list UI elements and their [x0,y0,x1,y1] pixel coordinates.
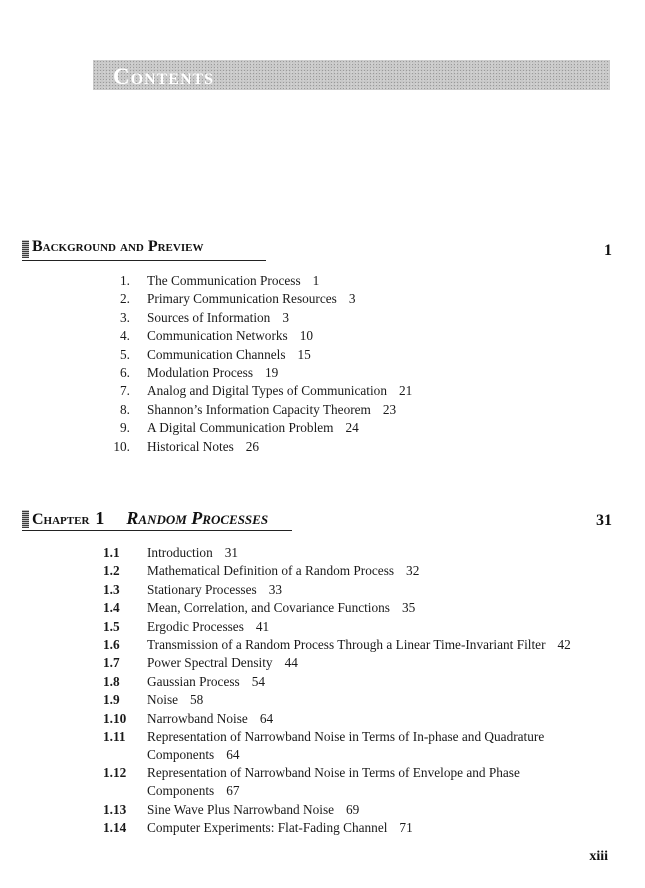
toc-entry-text [147,364,278,382]
toc-entry-number: 1.7 [103,655,120,671]
toc-entry-number: 7. [120,383,130,399]
toc-entry-number: 1.1 [103,545,120,560]
toc-entry-text [147,654,298,672]
toc-entry-number: 2. [120,291,130,307]
toc-entry-title: Noise [147,692,179,708]
toc-entry-number: 1.9 [103,692,120,708]
toc-entry-text [147,290,355,308]
toc-entry-text [147,327,313,345]
toc-entry [0,764,645,800]
toc-entry-text [147,618,269,636]
toc-entry-page: 69 [346,801,360,817]
toc-entry-number: 1.5 [103,618,120,634]
toc-entry-continuation-text: Components [147,783,215,799]
section-marker [22,510,29,528]
preview-title: Background and Preview [32,238,204,255]
toc-entry [0,618,645,636]
toc-entry-number: 5. [120,346,130,362]
toc-entry-number: 10. [113,438,130,454]
toc-entry-number: 1. [120,273,130,288]
toc-entry-number: 1.3 [103,581,120,597]
toc-entry-page: 15 [297,346,311,362]
toc-entry [0,438,645,456]
toc-entry-page: 23 [382,401,397,417]
toc-entry [0,364,645,382]
toc-entry-title: Mathematical Definition of a Random Process [147,563,395,579]
preview-toc [0,272,645,456]
toc-entry-number: 1.2 [103,563,120,579]
toc-entry-title: Stationary Processes [147,581,257,597]
toc-entry-page: 67 [226,783,240,799]
section-marker [22,240,29,258]
toc-entry-title: Shannon’s Information Capacity Theorem [147,401,371,417]
footer-page-number: xiii [589,849,608,864]
toc-entry-title: The Communication Process [147,273,301,288]
toc-entry [0,327,645,345]
toc-entry [0,382,645,400]
toc-entry [0,544,645,562]
preview-heading [22,238,612,262]
toc-entry [0,401,645,419]
toc-entry-text [147,728,544,764]
toc-entry-text [147,272,319,290]
toc-entry [0,654,645,672]
toc-entry [0,636,645,654]
toc-entry-title: Computer Experiments: Flat-Fading Channel [147,820,388,836]
toc-entry-page: 33 [268,581,282,597]
toc-entry-number: 1.13 [103,801,127,817]
toc-entry-text [147,673,265,691]
toc-entry-page: 71 [399,820,413,836]
toc-entry-page: 32 [406,563,420,579]
toc-entry-number: 8. [120,401,130,417]
toc-entry-number: 4. [120,328,130,344]
toc-entry-number: 1.8 [103,673,120,689]
toc-entry [0,728,645,764]
toc-entry-page: 26 [245,438,260,454]
toc-entry-title: Historical Notes [147,438,234,454]
toc-entry-text [147,401,396,419]
toc-entry-title: Ergodic Processes [147,618,244,634]
toc-entry-title: Sine Wave Plus Narrowband Noise [147,801,335,817]
heading-rule [22,260,266,261]
toc-entry-title: Analog and Digital Types of Communication [147,383,387,399]
toc-entry-number: 1.6 [103,636,120,652]
toc-entry-number: 1.10 [103,710,127,726]
toc-entry [0,419,645,437]
chapter-title-line [32,508,268,529]
toc-entry [0,581,645,599]
toc-entry-text [147,382,412,400]
toc-entry-text [147,801,359,819]
toc-entry-title: A Digital Communication Problem [147,420,334,436]
toc-entry-text [147,544,238,562]
preview-page: 1 [604,242,612,259]
toc-entry [0,272,645,290]
toc-entry-page: 1 [312,273,320,288]
toc-entry-page: 44 [284,655,298,671]
toc-entry-page: 3 [348,291,356,307]
toc-entry [0,673,645,691]
toc-entry-page: 21 [398,383,413,399]
toc-entry-number: 3. [120,309,130,325]
toc-entry-text [147,710,273,728]
toc-entry-continuation [147,782,520,800]
toc-entry-number: 9. [120,420,130,436]
toc-entry-text [147,636,571,654]
chapter1-page: 31 [596,512,612,529]
toc-entry-title: Transmission of a Random Process Through a Linear Time-Invariant Filter [147,636,546,652]
toc-entry-page: 42 [557,636,571,652]
toc-entry-page: 19 [265,364,279,380]
toc-entry-page: 24 [345,420,359,436]
toc-entry-text [147,419,359,437]
toc-entry-title: Narrowband Noise [147,710,248,726]
toc-entry [0,290,645,308]
toc-entry-text [147,764,520,800]
heading-rule [22,530,292,531]
toc-entry-continuation [147,746,544,764]
toc-entry-text [147,346,311,364]
toc-entry-number: 1.4 [103,600,120,616]
toc-entry [0,801,645,819]
toc-entry-number: 1.11 [103,728,126,744]
toc-entry-title: Modulation Process [147,364,253,380]
toc-entry-title: Gaussian Process [147,673,240,689]
toc-entry [0,562,645,580]
toc-entry-number: 6. [120,364,130,380]
page-title: Contents [113,64,215,89]
toc-entry-text [147,581,282,599]
toc-entry-title: Introduction [147,545,213,560]
contents-banner [93,60,610,90]
toc-entry-page: 54 [251,673,265,689]
toc-entry-page: 64 [226,746,240,762]
toc-entry-title: Sources of Information [147,309,271,325]
toc-entry [0,819,645,837]
chapter-number: 1 [95,508,105,528]
chapter1-heading [22,508,612,532]
toc-entry-title: Primary Communication Resources [147,291,337,307]
toc-entry-title: Communication Networks [147,328,288,344]
toc-entry-page: 35 [401,600,416,616]
toc-entry-page: 3 [282,309,289,325]
toc-entry [0,599,645,617]
toc-entry-text [147,599,415,617]
toc-entry-text [147,309,289,327]
toc-entry-title: Representation of Narrowband Noise in Terms of In-phase and Quadrature [147,728,545,744]
toc-entry-title: Mean, Correlation, and Covariance Functions [147,600,390,616]
toc-entry [0,346,645,364]
chapter-name: Random Processes [126,508,269,528]
toc-entry-number: 1.14 [103,820,127,836]
toc-entry-title: Communication Channels [147,346,286,362]
toc-entry-text [147,438,259,456]
toc-entry-page: 41 [255,618,270,634]
toc-entry-title: Representation of Narrowband Noise in Terms of Envelope and Phase [147,765,520,781]
toc-entry [0,710,645,728]
toc-entry [0,309,645,327]
toc-entry-page: 31 [224,545,239,560]
toc-entry-continuation-text: Components [147,746,215,762]
toc-entry-page: 10 [299,328,314,344]
toc-entry-page: 64 [259,710,274,726]
toc-entry-text [147,562,419,580]
toc-entry-number: 1.12 [103,765,127,781]
toc-entry-text [147,819,413,837]
toc-entry [0,691,645,709]
chapter-label: Chapter [32,511,90,528]
toc-entry-title: Power Spectral Density [147,655,273,671]
toc-entry-page: 58 [190,692,204,708]
chapter1-toc [0,544,645,837]
toc-entry-text [147,691,203,709]
